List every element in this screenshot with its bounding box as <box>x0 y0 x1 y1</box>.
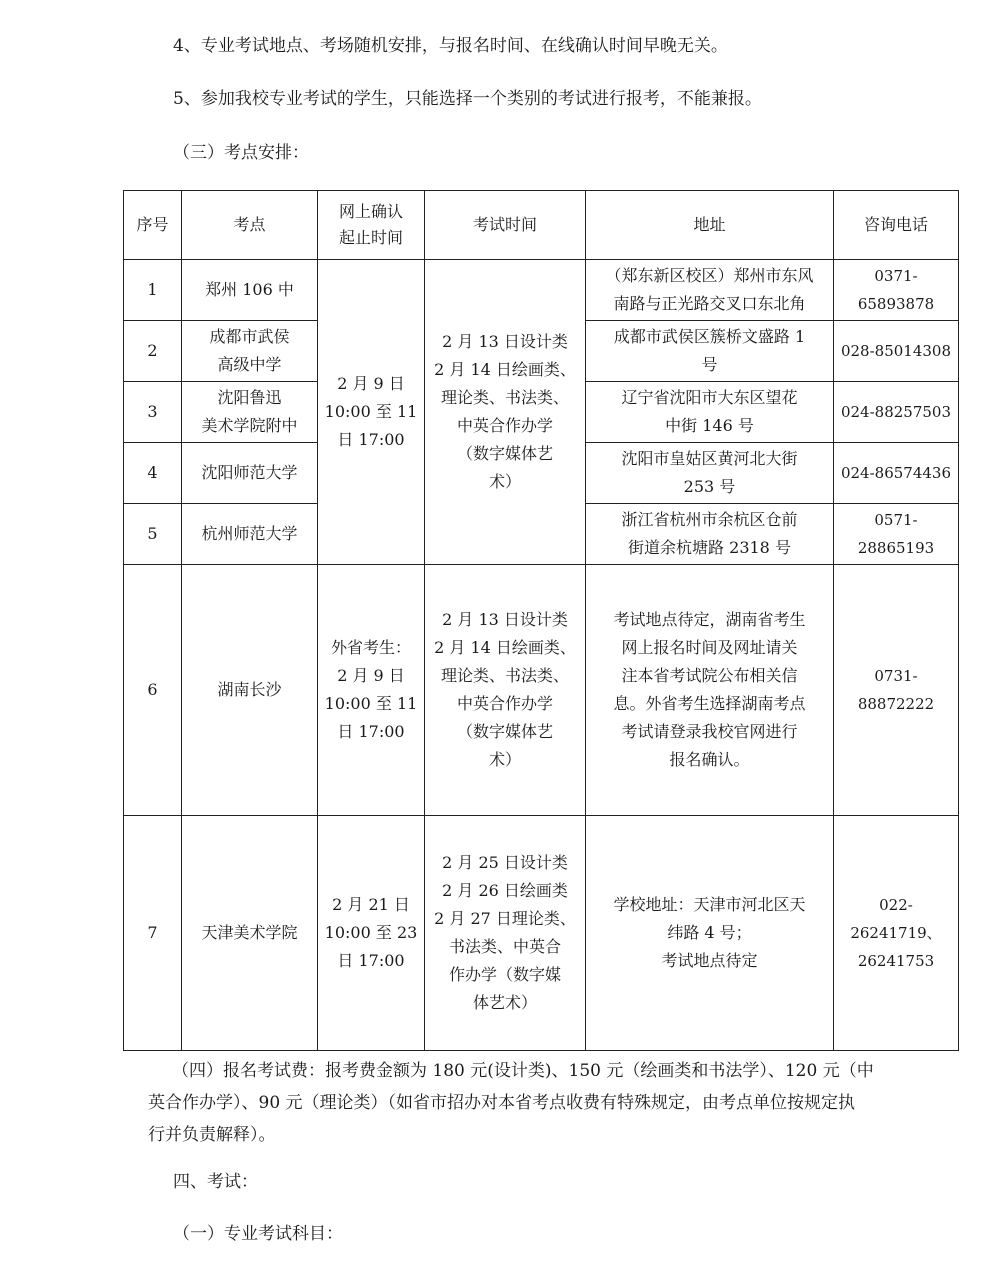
row-address: 学校地址：天津市河北区天 纬路 4 号； 考试地点待定 <box>586 816 834 1051</box>
table-header-row <box>124 191 959 260</box>
row-confirm-time: 外省考生： 2 月 9 日 10:00 至 11 日 17:00 <box>318 565 425 816</box>
header-site: 考点 <box>182 191 318 260</box>
exam-site-table <box>123 190 959 1051</box>
fee-paragraph: （四）报名考试费：报考费金额为 180 元(设计类)、150 元（绘画类和书法学）、120 元（中 英合作办学）、90 元（理论类）（如省市招办对本省考点收费有特殊规定，由考点单位按规定执 行并负责解释）。 <box>148 1061 874 1145</box>
row-seq: 2 <box>124 321 182 382</box>
row-site: 成都市武侯 高级中学 <box>182 321 318 382</box>
row-seq: 5 <box>124 504 182 565</box>
row-seq: 6 <box>124 565 182 816</box>
row-confirm-time: 2 月 21 日 10:00 至 23 日 17:00 <box>318 816 425 1051</box>
header-exam-time: 考试时间 <box>425 191 586 260</box>
row-phone: 0571-28865193 <box>834 504 959 565</box>
row-seq: 1 <box>124 260 182 321</box>
row-phone: 0371-65893878 <box>834 260 959 321</box>
row-site: 郑州 106 中 <box>182 260 318 321</box>
header-address: 地址 <box>586 191 834 260</box>
row-address: 沈阳市皇姑区黄河北大街 253 号 <box>586 443 834 504</box>
row-phone: 024-88257503 <box>834 382 959 443</box>
header-seq: 序号 <box>124 191 182 260</box>
table-row <box>124 816 959 1051</box>
row-phone: 022-26241719、 26241753 <box>834 816 959 1051</box>
row-seq: 3 <box>124 382 182 443</box>
header-phone: 咨询电话 <box>834 191 959 260</box>
row-address: 成都市武侯区簇桥文盛路 1 号 <box>586 321 834 382</box>
group1-confirm-time: 2 月 9 日 10:00 至 11 日 17:00 <box>318 260 425 565</box>
row-address: 浙江省杭州市余杭区仓前 街道余杭塘路 2318 号 <box>586 504 834 565</box>
row-site: 湖南长沙 <box>182 565 318 816</box>
row-site: 杭州师范大学 <box>182 504 318 565</box>
subsection-1-title: （一）专业考试科目： <box>173 1224 343 1244</box>
row-exam-time: 2 月 25 日设计类 2 月 26 日绘画类 2 月 27 日理论类、 书法类、中英合 作办学（数字媒 体艺术） <box>425 816 586 1051</box>
section-3-title: （三）考点安排： <box>173 143 309 163</box>
row-phone: 024-86574436 <box>834 443 959 504</box>
row-seq: 4 <box>124 443 182 504</box>
rule-item-5: 5、参加我校专业考试的学生，只能选择一个类别的考试进行报考，不能兼报。 <box>173 89 762 109</box>
section-4-title: 四、考试： <box>173 1172 258 1192</box>
row-address: 辽宁省沈阳市大东区望花 中街 146 号 <box>586 382 834 443</box>
row-address: （郑东新区校区）郑州市东风 南路与正光路交叉口东北角 <box>586 260 834 321</box>
table-row <box>124 260 959 321</box>
row-phone: 0731-88872222 <box>834 565 959 816</box>
header-confirm-time: 网上确认 起止时间 <box>318 191 425 260</box>
row-site: 天津美术学院 <box>182 816 318 1051</box>
row-site: 沈阳师范大学 <box>182 443 318 504</box>
row-address: 考试地点待定，湖南省考生 网上报名时间及网址请关 注本省考试院公布相关信 息。外省考生选择湖南考点 考试请登录我校官网进行 报名确认。 <box>586 565 834 816</box>
rule-item-4: 4、专业考试地点、考场随机安排，与报名时间、在线确认时间早晚无关。 <box>173 36 728 56</box>
row-exam-time: 2 月 13 日设计类 2 月 14 日绘画类、 理论类、书法类、 中英合作办学 （数字媒体艺 术） <box>425 565 586 816</box>
table-row <box>124 565 959 816</box>
row-seq: 7 <box>124 816 182 1051</box>
row-phone: 028-85014308 <box>834 321 959 382</box>
row-site: 沈阳鲁迅 美术学院附中 <box>182 382 318 443</box>
group1-exam-time: 2 月 13 日设计类 2 月 14 日绘画类、 理论类、书法类、 中英合作办学 （数字媒体艺 术） <box>425 260 586 565</box>
